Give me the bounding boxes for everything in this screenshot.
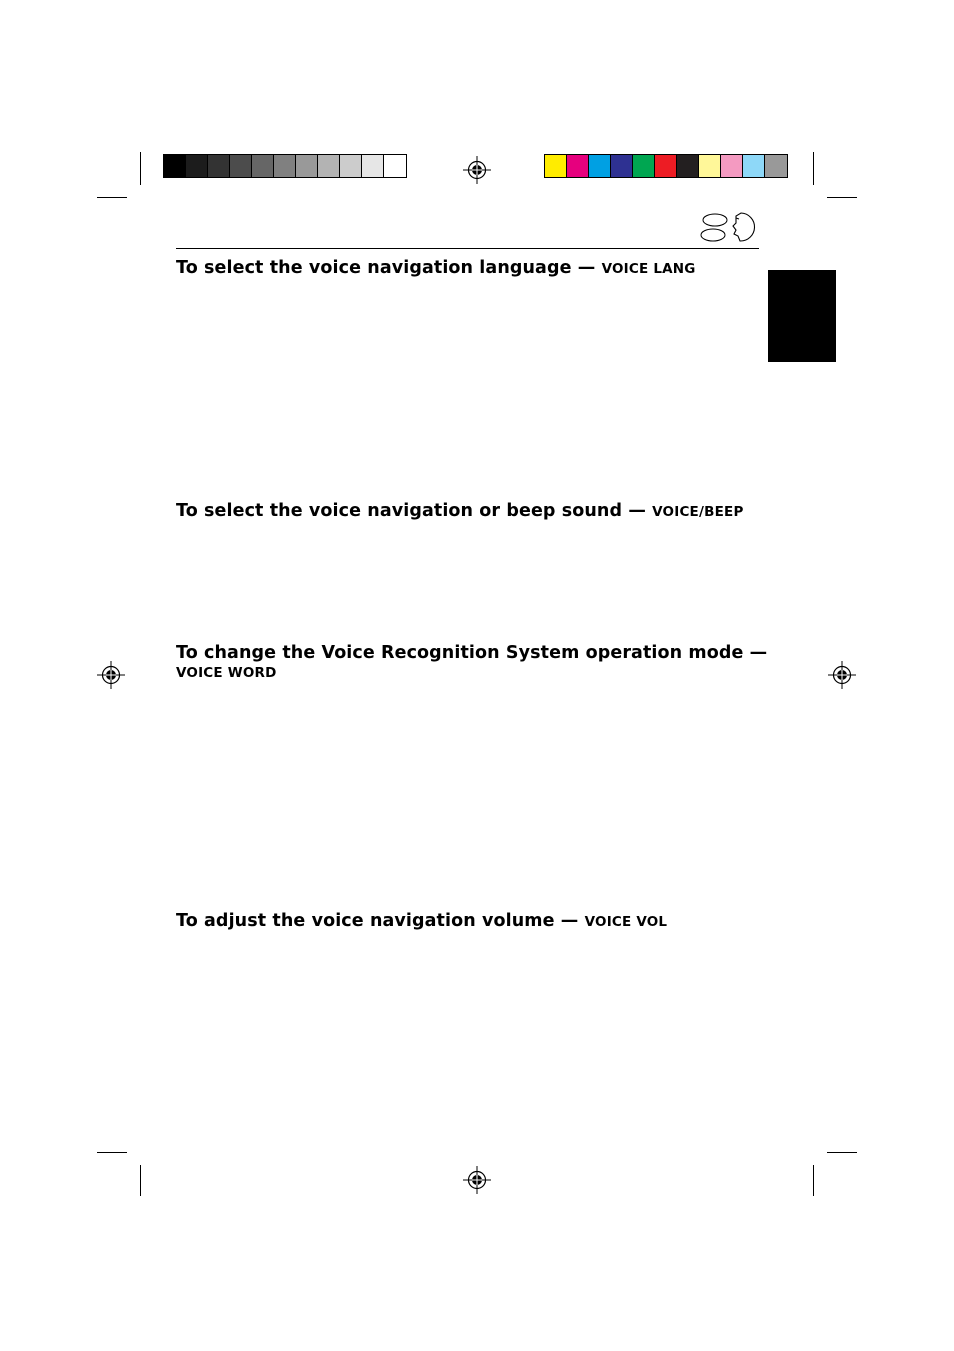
registration-mark-icon — [463, 156, 491, 184]
color-swatch — [208, 155, 230, 177]
color-swatch — [655, 155, 677, 177]
registration-mark-icon — [97, 661, 125, 689]
color-swatch — [186, 155, 208, 177]
color-swatch — [318, 155, 340, 177]
color-swatch — [296, 155, 318, 177]
color-swatch — [765, 155, 787, 177]
crop-mark — [827, 1152, 857, 1153]
color-swatch — [274, 155, 296, 177]
section-heading-voice-beep — [176, 500, 744, 523]
registration-mark-icon — [463, 1166, 491, 1194]
crop-mark — [97, 1152, 127, 1153]
color-swatch — [362, 155, 384, 177]
crop-mark — [813, 152, 814, 185]
color-swatch — [252, 155, 274, 177]
color-swatch — [340, 155, 362, 177]
voice-speaking-head-icon — [698, 210, 760, 244]
color-swatch — [589, 155, 611, 177]
section-heading-voice-lang — [176, 257, 696, 280]
color-swatch — [230, 155, 252, 177]
crop-mark — [140, 1165, 141, 1196]
crop-mark — [97, 197, 127, 198]
color-swatch — [633, 155, 655, 177]
section-heading-voice-word — [176, 642, 767, 664]
heading-title: To adjust the voice navigation volume — [176, 911, 555, 931]
crop-mark — [140, 152, 141, 185]
heading-code: VOICE VOL — [584, 914, 668, 930]
color-swatch — [743, 155, 765, 177]
color-swatch — [699, 155, 721, 177]
color-calibration-bar — [544, 154, 788, 178]
heading-code: VOICE WORD — [176, 665, 277, 681]
heading-dash: — — [560, 911, 579, 931]
registration-mark-icon — [828, 661, 856, 689]
heading-title: To change the Voice Recognition System operation mode — [176, 643, 744, 663]
crop-mark — [827, 197, 857, 198]
heading-title: To select the voice navigation language — [176, 258, 572, 278]
color-swatch — [567, 155, 589, 177]
grayscale-calibration-bar — [163, 154, 407, 178]
section-heading-voice-vol — [176, 910, 667, 933]
color-swatch — [384, 155, 406, 177]
color-swatch — [545, 155, 567, 177]
heading-dash: — — [577, 258, 596, 278]
section-tab — [768, 270, 836, 362]
heading-dash: — — [628, 501, 646, 521]
crop-mark — [813, 1165, 814, 1196]
heading-code: VOICE/BEEP — [652, 504, 744, 520]
heading-code: VOICE LANG — [601, 261, 696, 277]
color-swatch — [164, 155, 186, 177]
color-swatch — [721, 155, 743, 177]
heading-dash: — — [749, 643, 768, 663]
color-swatch — [611, 155, 633, 177]
header-rule — [176, 248, 759, 249]
heading-title: To select the voice navigation or beep sound — [176, 501, 623, 521]
color-swatch — [677, 155, 699, 177]
